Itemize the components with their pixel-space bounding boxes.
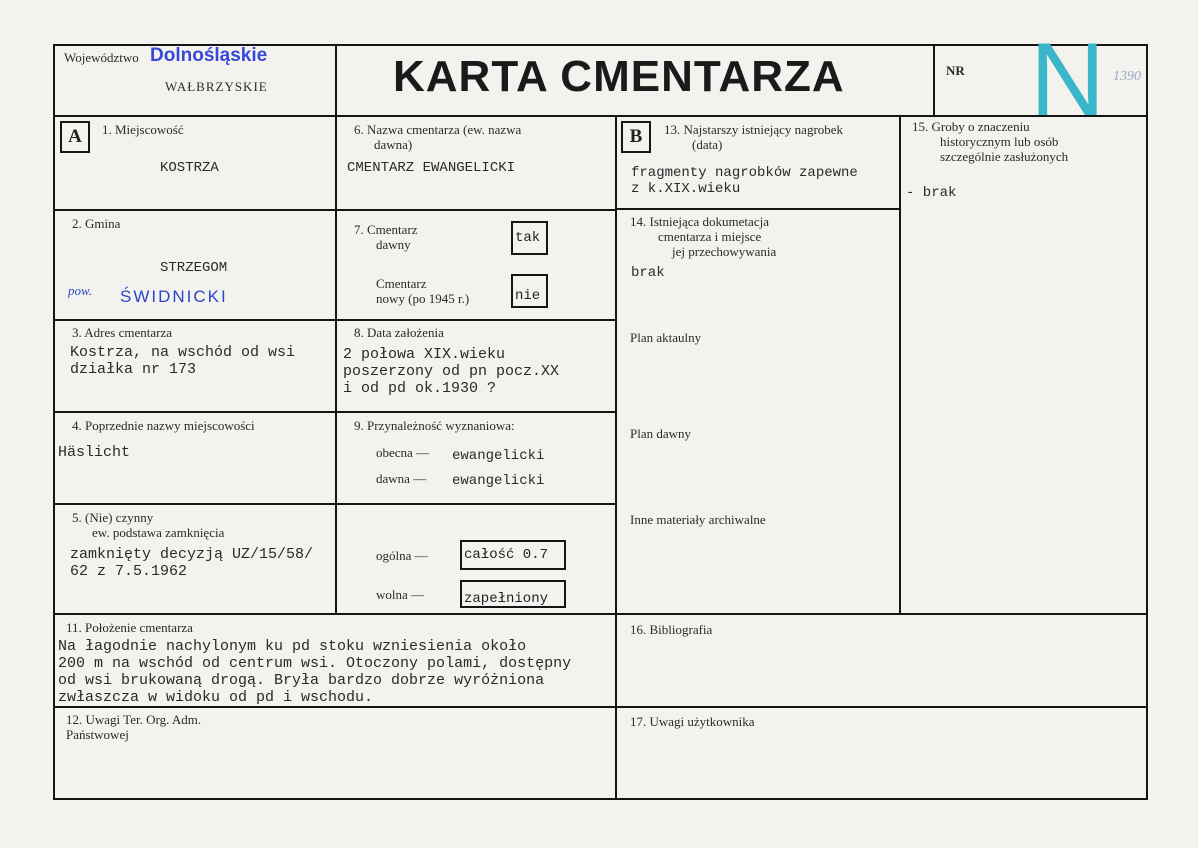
field-2-pow-value: ŚWIDNICKI (120, 287, 228, 306)
nr-number: 1390 (1113, 69, 1141, 84)
nr-handwritten-marker: N (1030, 22, 1106, 138)
field-5-value-line-2: 62 z 7.5.1962 (70, 563, 188, 580)
field-12-label-line-2: Państwowej (66, 727, 129, 742)
row-5-divider (53, 613, 1148, 615)
section-a-badge: A (60, 121, 90, 153)
field-13-value-line-1: fragmenty nagrobków zapewne (631, 165, 858, 181)
field-7-old-value-box: tak (511, 221, 548, 255)
field-15-value: - brak (906, 185, 957, 201)
field-16-label: 16. Bibliografia (630, 622, 713, 637)
header-right-divider (933, 44, 935, 116)
field-3-value-line-1: Kostrza, na wschód od wsi (70, 344, 296, 361)
field-10-total-label: ogólna — (376, 548, 428, 563)
field-11-value-line-2: 200 m na wschód od centrum wsi. Otoczony polami, dostępny (58, 655, 572, 672)
column-2-divider (615, 115, 617, 800)
field-1-label: 1. Miejscowość (102, 122, 184, 137)
field-11-label: 11. Położenie cmentarza (66, 620, 193, 635)
row-1-divider (53, 209, 616, 211)
field-9-current-label: obecna — (376, 445, 430, 460)
row-6-divider (53, 706, 1148, 708)
field-9-current-value: ewangelicki (452, 448, 545, 464)
field-4-label: 4. Poprzednie nazwy miejscowości (72, 418, 255, 433)
column-1-divider (335, 115, 337, 615)
field-6-label-line-2: dawna) (374, 137, 413, 152)
field-7-new-label-line-1: Cmentarz (376, 276, 427, 291)
field-15-label-line-1: 15. Groby o znaczeniu (912, 119, 1030, 134)
field-9-former-value: ewangelicki (452, 473, 545, 489)
voivodeship-label: Województwo (64, 50, 139, 65)
voivodeship-old-value: WAŁBRZYSKIE (165, 79, 268, 94)
field-13-label-line-2: (data) (692, 137, 723, 152)
field-8-value-line-1: 2 połowa XIX.wieku (343, 346, 506, 363)
field-10-free-value-box: zapełniony (460, 580, 566, 608)
field-15-label-line-2: historycznym lub osób (940, 134, 1059, 149)
field-13-value-line-2: z k.XIX.wieku (631, 181, 741, 197)
field-3-value-line-2: działka nr 173 (70, 361, 197, 378)
field-9-former-label: dawna — (376, 471, 427, 486)
field-2-pow-prefix: pow. (68, 283, 92, 298)
plan-former-label: Plan dawny (630, 426, 692, 441)
frame-bottom-line (53, 798, 1148, 800)
plan-current-label: Plan aktaulny (630, 330, 702, 345)
field-14-label-line-2: cmentarza i miejsce (658, 229, 762, 244)
field-2-label: 2. Gmina (72, 216, 121, 231)
field-8-value-line-2: poszerzony od pn pocz.XX (343, 363, 560, 380)
field-14-value: brak (631, 265, 665, 281)
field-1-value: KOSTRZA (160, 160, 219, 176)
field-11-value-line-3: od wsi brukowaną drogą. Bryła bardzo dobrze wyróżniona (58, 672, 545, 689)
field-14-label-line-1: 14. Istniejąca dokumetacja (630, 214, 769, 229)
field-12-label-line-1: 12. Uwagi Ter. Org. Adm. (66, 712, 202, 727)
frame-left-line (53, 44, 55, 800)
field-10-free-label: wolna — (376, 587, 425, 602)
field-8-value-line-3: i od pd ok.1930 ? (343, 380, 497, 397)
field-14-label-line-3: jej przechowywania (672, 244, 777, 259)
field-8-label: 8. Data założenia (354, 325, 444, 340)
field-17-label: 17. Uwagi użytkownika (630, 714, 755, 729)
row-3-divider (53, 411, 616, 413)
field-5-label-line-1: 5. (Nie) czynny (72, 510, 154, 525)
field-9-label: 9. Przynależność wyznaniowa: (354, 418, 515, 433)
card-title: KARTA CMENTARZA (393, 52, 845, 101)
field-6-value: CMENTARZ EWANGELICKI (347, 160, 516, 176)
row-2-divider (53, 319, 616, 321)
field-10-total-value-box: całość 0.7 (460, 540, 566, 570)
header-left-divider (335, 44, 337, 116)
row-1b-divider (615, 208, 900, 210)
field-3-label: 3. Adres cmentarza (72, 325, 172, 340)
field-15-label-line-3: szczególnie zasłużonych (940, 149, 1069, 164)
field-5-value-line-1: zamknięty decyzją UZ/15/58/ (70, 546, 314, 563)
field-7-new-value-box: nie (511, 274, 548, 308)
field-7-old-label-line-2: dawny (376, 237, 411, 252)
field-4-value: Häslicht (58, 444, 131, 461)
column-3-divider (899, 115, 901, 615)
field-5-label-line-2: ew. podstawa zamknięcia (92, 525, 225, 540)
voivodeship-stamp: Dolnośląskie (150, 45, 268, 66)
field-6-label-line-1: 6. Nazwa cmentarza (ew. nazwa (354, 122, 522, 137)
field-13-label-line-1: 13. Najstarszy istniejący nagrobek (664, 122, 844, 137)
field-7-old-label-line-1: 7. Cmentarz (354, 222, 418, 237)
field-2-value: STRZEGOM (160, 260, 228, 276)
field-11-value-line-4: zwłaszcza w widoku od pd i wschodu. (58, 689, 374, 706)
frame-right-line (1146, 44, 1148, 800)
header-divider (53, 115, 1148, 117)
field-11-value-line-1: Na łagodnie nachylonym ku pd stoku wzniesienia około (58, 638, 527, 655)
field-7-new-label-line-2: nowy (po 1945 r.) (376, 291, 470, 306)
row-4-divider (53, 503, 616, 505)
other-materials-label: Inne materiały archiwalne (630, 512, 766, 527)
nr-label: NR (946, 63, 965, 78)
section-b-badge: B (621, 121, 651, 153)
